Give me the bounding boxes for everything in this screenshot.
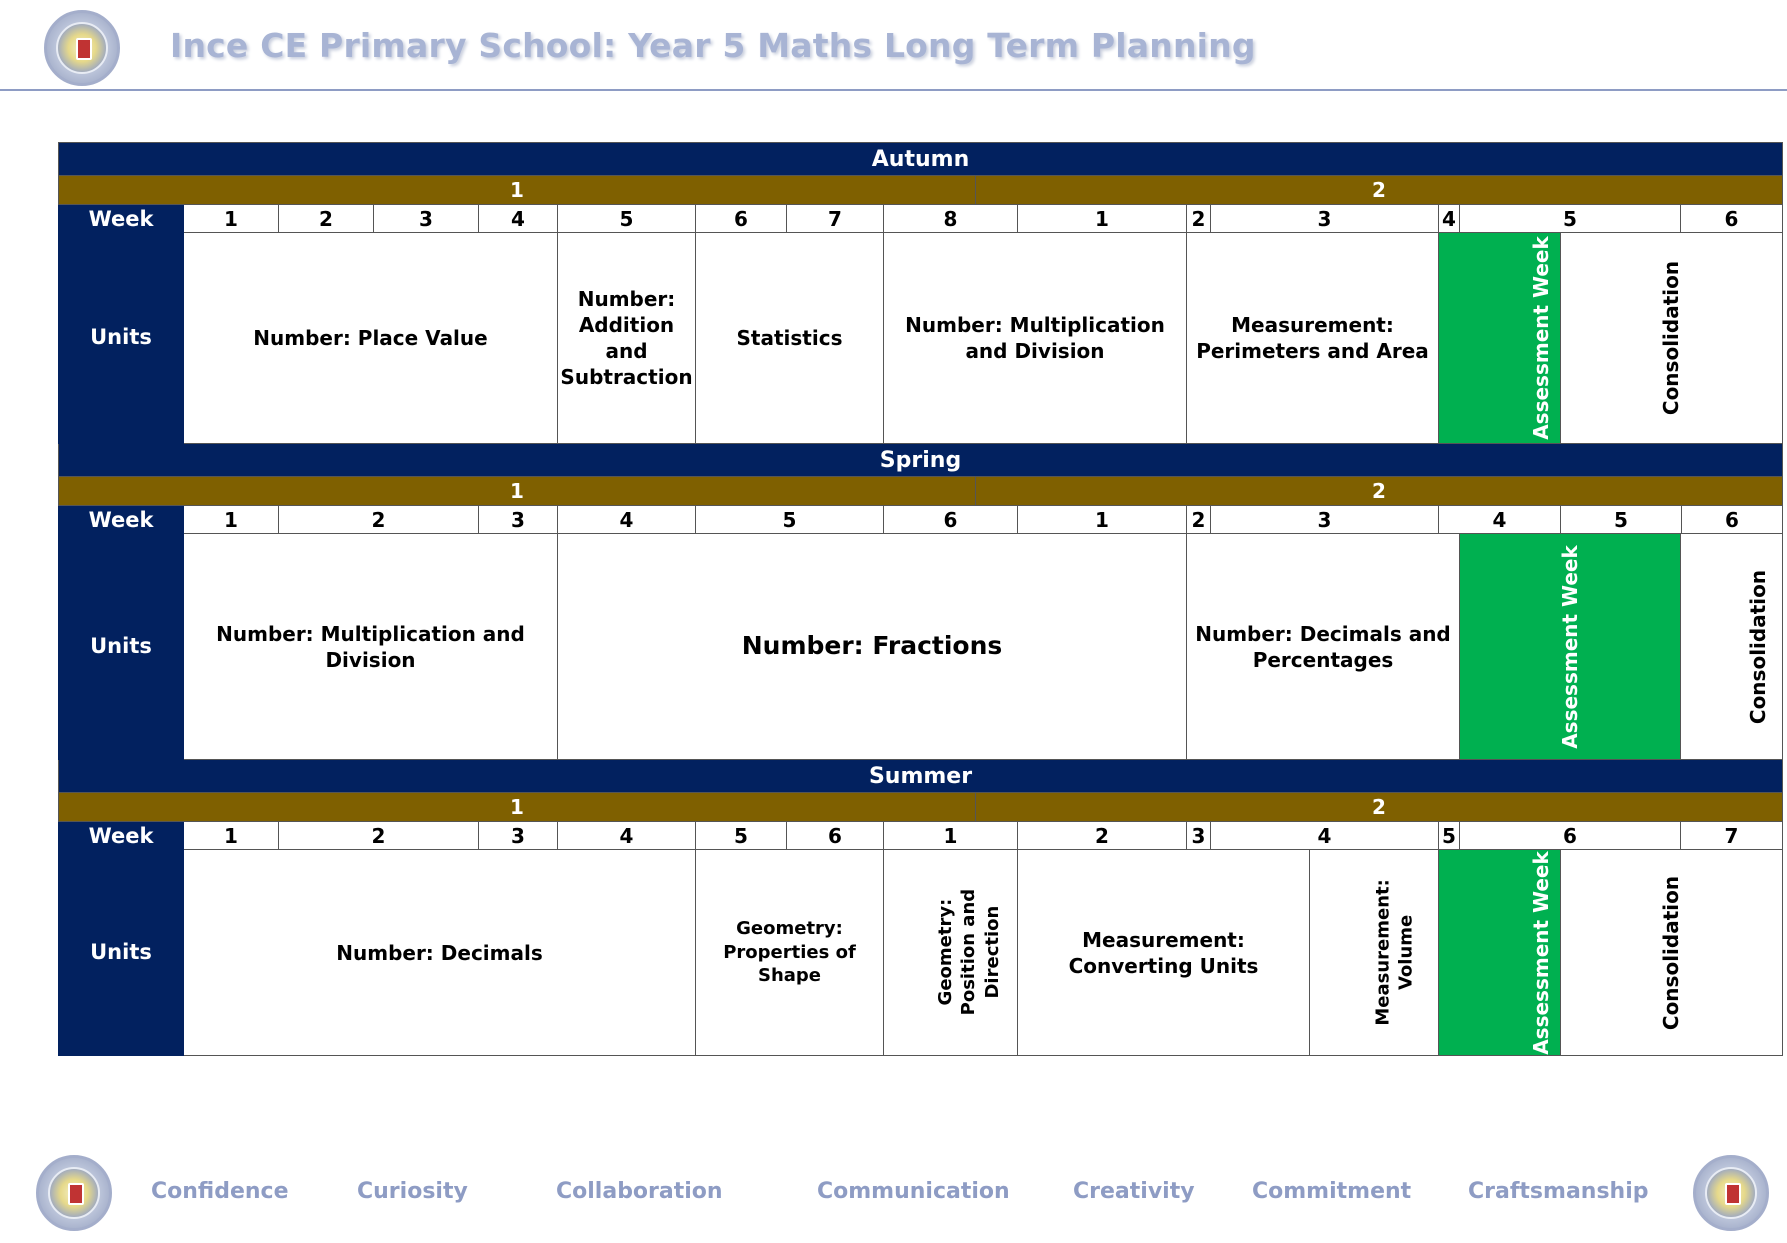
- week-cell: 3: [1211, 205, 1439, 233]
- units-row: [59, 534, 1783, 760]
- page-footer: [0, 1145, 1787, 1243]
- week-cell: 6: [1460, 822, 1681, 850]
- half-term-2: 2: [976, 176, 1783, 205]
- week-cell: 3: [1211, 506, 1439, 534]
- week-label: Week: [59, 205, 184, 233]
- week-cell: 5: [696, 506, 884, 534]
- season-heading: Autumn: [59, 143, 1783, 176]
- week-cell: 1: [184, 205, 279, 233]
- week-cell: 2: [279, 506, 479, 534]
- half-term-row: [59, 793, 1783, 822]
- week-cell: 5: [1561, 506, 1682, 534]
- week-cell: 2: [279, 205, 374, 233]
- unit-cell: Measurement: Volume: [1372, 879, 1417, 1026]
- units-label: Units: [59, 233, 184, 444]
- week-cell: 4: [479, 205, 558, 233]
- consolidation-cell: [1561, 850, 1783, 1056]
- unit-cell: Number: Multiplication and Division: [884, 233, 1187, 444]
- units-row: [59, 850, 1783, 1056]
- week-cell: 1: [184, 822, 279, 850]
- week-cell: 2: [1018, 822, 1187, 850]
- unit-cell: Number: Decimals: [184, 850, 696, 1056]
- season-row-autumn: [59, 143, 1783, 176]
- week-cell: 5: [1460, 205, 1681, 233]
- week-label: Week: [59, 506, 184, 534]
- half-term-1: 1: [59, 793, 976, 822]
- half-term-1: 1: [59, 477, 976, 506]
- week-cell: 6: [696, 205, 787, 233]
- assessment-week-cell: [1460, 534, 1681, 760]
- week-cell: 1: [1018, 205, 1187, 233]
- unit-cell: Assessment Week: [1528, 236, 1553, 440]
- unit-cell: Number: Decimals and Percentages: [1187, 534, 1460, 760]
- long-term-plan-table: [58, 142, 1783, 1056]
- week-cell: 4: [558, 822, 696, 850]
- half-term-2: 2: [976, 477, 1783, 506]
- week-cell: 3: [1187, 822, 1211, 850]
- unit-cell: Consolidation: [1659, 260, 1684, 416]
- week-cell: 3: [479, 822, 558, 850]
- week-cell: 1: [1018, 506, 1187, 534]
- school-value: Craftsmanship: [1468, 1179, 1649, 1204]
- season-row-spring: [59, 444, 1783, 477]
- units-label: Units: [59, 534, 184, 760]
- week-cell: 7: [787, 205, 884, 233]
- week-cell: 8: [884, 205, 1018, 233]
- season-heading: Spring: [59, 444, 1783, 477]
- assessment-week-cell: [1439, 233, 1561, 444]
- week-label: Week: [59, 822, 184, 850]
- week-row: [59, 205, 1783, 233]
- half-term-2: 2: [976, 793, 1783, 822]
- half-term-1: 1: [59, 176, 976, 205]
- week-cell: 6: [1682, 506, 1783, 534]
- school-value: Collaboration: [556, 1179, 723, 1204]
- week-cell: 2: [279, 822, 479, 850]
- week-row: [59, 506, 1783, 534]
- consolidation-cell: [1681, 534, 1783, 760]
- week-cell: 5: [558, 205, 696, 233]
- unit-cell: Number: Multiplication and Division: [184, 534, 558, 760]
- week-cell: 2: [1187, 506, 1211, 534]
- assessment-week-cell: [1439, 850, 1561, 1056]
- unit-cell: Assessment Week: [1528, 850, 1553, 1055]
- half-term-row: [59, 176, 1783, 205]
- school-value: Creativity: [1073, 1179, 1195, 1204]
- school-logo-icon: [44, 10, 120, 86]
- unit-cell: Consolidation: [1659, 875, 1684, 1030]
- consolidation-cell: [1561, 233, 1783, 444]
- week-cell: 4: [1439, 506, 1561, 534]
- week-cell: 6: [787, 822, 884, 850]
- page-header: [0, 0, 1787, 92]
- units-label: Units: [59, 850, 184, 1056]
- unit-cell: Geometry: Position and Direction: [934, 889, 1003, 1016]
- page-title: Ince CE Primary School: Year 5 Maths Long Term Planning: [170, 26, 1256, 65]
- week-row: [59, 822, 1783, 850]
- unit-cell: Number: Place Value: [184, 233, 558, 444]
- school-value: Commitment: [1252, 1179, 1412, 1204]
- unit-cell: Number: Fractions: [558, 534, 1187, 760]
- week-cell: 7: [1681, 822, 1783, 850]
- unit-cell: Assessment Week: [1557, 544, 1582, 749]
- week-cell: 4: [1439, 205, 1460, 233]
- week-cell: 1: [184, 506, 279, 534]
- week-cell: 5: [1439, 822, 1460, 850]
- week-cell: 1: [884, 822, 1018, 850]
- unit-cell: Measurement: Converting Units: [1018, 850, 1310, 1056]
- week-cell: 5: [696, 822, 787, 850]
- unit-cell: Consolidation: [1746, 569, 1771, 724]
- week-cell: 4: [1211, 822, 1439, 850]
- geometry-position-cell: [884, 850, 1018, 1056]
- unit-cell: Number: Addition and Subtraction: [558, 233, 696, 444]
- school-logo-icon: [1693, 1155, 1769, 1231]
- half-term-row: [59, 477, 1783, 506]
- units-row: [59, 233, 1783, 444]
- week-cell: 6: [1681, 205, 1783, 233]
- unit-cell: Measurement: Perimeters and Area: [1187, 233, 1439, 444]
- week-cell: 3: [374, 205, 479, 233]
- school-logo-icon: [36, 1155, 112, 1231]
- school-value: Communication: [817, 1179, 1010, 1204]
- season-heading: Summer: [59, 760, 1783, 793]
- school-value: Confidence: [151, 1179, 289, 1204]
- week-cell: 2: [1187, 205, 1211, 233]
- volume-cell: [1310, 850, 1439, 1056]
- week-cell: 3: [479, 506, 558, 534]
- unit-cell: Statistics: [696, 233, 884, 444]
- week-cell: 4: [558, 506, 696, 534]
- unit-cell: Geometry: Properties of Shape: [696, 850, 884, 1056]
- school-value: Curiosity: [357, 1179, 468, 1204]
- header-divider: [0, 89, 1787, 91]
- week-cell: 6: [884, 506, 1018, 534]
- season-row-summer: [59, 760, 1783, 793]
